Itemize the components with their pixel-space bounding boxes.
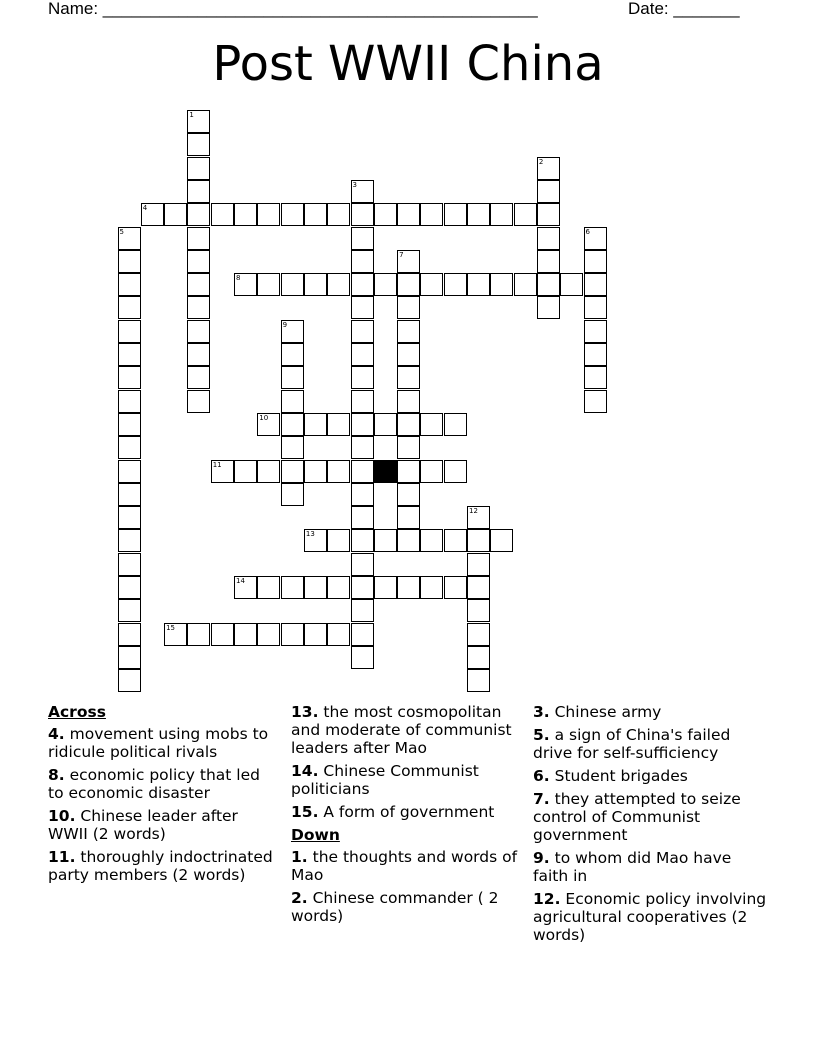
crossword-cell[interactable]	[118, 553, 141, 576]
crossword-cell[interactable]	[374, 273, 397, 296]
clue-text: the most cosmopolitan and moderate of communist leaders after Mao	[291, 703, 512, 757]
clue-text: Student brigades	[549, 767, 688, 785]
crossword-cell[interactable]	[351, 529, 374, 552]
clue-item	[291, 762, 523, 798]
crossword-cell[interactable]	[187, 623, 210, 646]
crossword-cell[interactable]	[281, 413, 304, 436]
crossword-cell[interactable]	[211, 203, 234, 226]
crossword-cell[interactable]	[420, 413, 443, 436]
crossword-cell[interactable]	[118, 460, 141, 483]
clue-item	[291, 848, 523, 884]
crossword-cell[interactable]	[164, 203, 187, 226]
cell-number: 1	[189, 111, 194, 119]
crossword-cell[interactable]	[234, 460, 257, 483]
crossword-cell[interactable]	[584, 273, 607, 296]
clue-column-2	[291, 703, 523, 930]
crossword-cell[interactable]	[257, 413, 280, 436]
crossword-cell[interactable]	[397, 320, 420, 343]
crossword-cell[interactable]	[187, 320, 210, 343]
crossword-cell[interactable]	[118, 623, 141, 646]
crossword-cell[interactable]	[351, 576, 374, 599]
cell-number: 13	[305, 530, 315, 539]
clue-item	[291, 889, 523, 925]
clue-item	[48, 725, 276, 761]
clue-text: Chinese leader after WWII (2 words)	[48, 807, 238, 843]
crossword-cell[interactable]	[234, 623, 257, 646]
crossword-cell[interactable]	[467, 576, 490, 599]
crossword-cell[interactable]	[397, 483, 420, 506]
clue-text: thoroughly indoctrinated party members (2 words)	[48, 848, 273, 884]
crossword-cell[interactable]	[187, 343, 210, 366]
cell-number: 9	[282, 320, 288, 329]
clue-text: economic policy that led to economic disaster	[48, 766, 260, 802]
crossword-cell[interactable]	[397, 390, 420, 413]
crossword-cell[interactable]	[467, 203, 490, 226]
crossword-cell[interactable]	[444, 413, 467, 436]
clue-number: 2.	[291, 889, 308, 907]
crossword-cell[interactable]	[327, 623, 350, 646]
crossword-cell[interactable]	[211, 623, 234, 646]
clue-text: Chinese Communist politicians	[291, 762, 479, 798]
clue-text: the thoughts and words of Mao	[291, 848, 518, 884]
crossword-cell[interactable]	[467, 273, 490, 296]
crossword-cell[interactable]	[351, 227, 374, 250]
crossword-cell[interactable]	[537, 227, 560, 250]
crossword-cell[interactable]	[118, 320, 141, 343]
crossword-cell[interactable]	[281, 576, 304, 599]
crossword-cell[interactable]	[490, 203, 513, 226]
crossword-cell[interactable]	[281, 320, 304, 343]
cell-number: 5	[119, 227, 124, 236]
crossword-cell[interactable]	[397, 273, 420, 296]
crossword-cell[interactable]	[187, 227, 210, 250]
cell-number: 7	[399, 250, 404, 259]
crossword-cell[interactable]	[304, 203, 327, 226]
crossword-cell[interactable]	[444, 203, 467, 226]
crossword-cell[interactable]	[397, 460, 420, 483]
crossword-cell[interactable]	[397, 529, 420, 552]
crossword-cell[interactable]	[537, 157, 560, 180]
crossword-cell[interactable]	[327, 413, 350, 436]
crossword-cell[interactable]	[327, 273, 350, 296]
crossword-cell[interactable]	[118, 366, 141, 389]
crossword-cell[interactable]	[374, 576, 397, 599]
crossword-cell[interactable]	[351, 460, 374, 483]
crossword-cell[interactable]	[141, 203, 164, 226]
crossword-cell[interactable]	[351, 343, 374, 366]
clue-item	[533, 726, 769, 762]
crossword-cell[interactable]	[397, 576, 420, 599]
crossword-cell[interactable]	[257, 576, 280, 599]
crossword-cell[interactable]	[537, 250, 560, 273]
crossword-cell[interactable]	[281, 366, 304, 389]
crossword-cell[interactable]	[537, 180, 560, 203]
clue-item	[533, 790, 769, 844]
crossword-cell[interactable]	[304, 576, 327, 599]
crossword-cell[interactable]	[281, 436, 304, 459]
clue-text: to whom did Mao have faith in	[533, 849, 732, 885]
crossword-cell[interactable]	[234, 273, 257, 296]
crossword-cell[interactable]	[281, 483, 304, 506]
crossword-cell[interactable]	[351, 320, 374, 343]
crossword-cell[interactable]	[327, 460, 350, 483]
crossword-cell[interactable]	[281, 273, 304, 296]
crossword-cell[interactable]	[164, 623, 187, 646]
crossword-cell[interactable]	[187, 110, 210, 133]
clue-item	[48, 848, 276, 884]
crossword-cell[interactable]	[584, 390, 607, 413]
crossword-cell[interactable]	[118, 273, 141, 296]
crossword-cell[interactable]	[118, 646, 141, 669]
crossword-cell[interactable]	[514, 273, 537, 296]
clue-item	[291, 803, 523, 821]
crossword-cell[interactable]	[304, 273, 327, 296]
name-field[interactable]: Name: ______________________________________________	[48, 0, 538, 18]
crossword-cell[interactable]	[584, 343, 607, 366]
crossword-cell[interactable]	[397, 250, 420, 273]
crossword-cell[interactable]	[467, 506, 490, 529]
crossword-cell[interactable]	[187, 390, 210, 413]
cell-number: 12	[469, 507, 478, 516]
crossword-cell[interactable]	[257, 273, 280, 296]
crossword-cell[interactable]	[420, 576, 443, 599]
crossword-cell[interactable]	[118, 296, 141, 319]
crossword-cell[interactable]	[187, 133, 210, 156]
crossword-cell[interactable]	[490, 273, 513, 296]
page-title: Post WWII China	[212, 36, 604, 92]
clue-number: 13.	[291, 703, 319, 721]
crossword-cell[interactable]	[234, 576, 257, 599]
crossword-cell[interactable]	[187, 180, 210, 203]
crossword-cell[interactable]	[281, 203, 304, 226]
crossword-cell[interactable]	[351, 646, 374, 669]
shaded-cell	[374, 460, 397, 483]
crossword-cell[interactable]	[281, 623, 304, 646]
crossword-cell[interactable]	[187, 296, 210, 319]
clue-number: 12.	[533, 890, 561, 908]
clue-text: they attempted to seize control of Communist government	[533, 790, 741, 844]
cell-number: 10	[259, 413, 269, 422]
crossword-cell[interactable]	[467, 646, 490, 669]
crossword-cell[interactable]	[397, 506, 420, 529]
clue-number: 8.	[48, 766, 65, 784]
cell-number: 14	[236, 577, 245, 585]
crossword-cell[interactable]	[444, 460, 467, 483]
clue-heading: Across	[48, 703, 106, 721]
crossword-cell[interactable]	[584, 227, 607, 250]
crossword-cell[interactable]	[467, 623, 490, 646]
crossword-cell[interactable]	[351, 203, 374, 226]
clue-text: Economic policy involving agricultural cooperatives (2 words)	[533, 890, 767, 944]
crossword-cell[interactable]	[584, 366, 607, 389]
crossword-cell[interactable]	[560, 273, 583, 296]
crossword-cell[interactable]	[187, 157, 210, 180]
clue-text: Chinese commander ( 2 words)	[291, 889, 499, 925]
crossword-cell[interactable]	[118, 669, 141, 692]
crossword-cell[interactable]	[397, 296, 420, 319]
crossword-cell[interactable]	[187, 366, 210, 389]
crossword-cell[interactable]	[327, 576, 350, 599]
crossword-cell[interactable]	[444, 529, 467, 552]
date-field[interactable]: Date: _______	[628, 0, 740, 18]
crossword-cell[interactable]	[304, 460, 327, 483]
crossword-cell[interactable]	[351, 436, 374, 459]
clue-text: movement using mobs to ridicule political rivals	[48, 725, 269, 761]
crossword-cell[interactable]	[420, 203, 443, 226]
cell-number: 4	[142, 204, 148, 213]
crossword-cell[interactable]	[118, 599, 141, 622]
crossword-cell[interactable]	[351, 390, 374, 413]
crossword-cell[interactable]	[187, 273, 210, 296]
clue-heading: Down	[291, 826, 340, 844]
clue-number: 6.	[533, 767, 550, 785]
crossword-cell[interactable]	[327, 203, 350, 226]
crossword-cell[interactable]	[584, 296, 607, 319]
crossword-cell[interactable]	[257, 623, 280, 646]
clue-text: A form of government	[318, 803, 495, 821]
crossword-cell[interactable]	[374, 413, 397, 436]
crossword-cell[interactable]	[211, 460, 234, 483]
cell-number: 2	[538, 157, 544, 166]
cell-number: 11	[212, 460, 222, 469]
crossword-cell[interactable]	[351, 483, 374, 506]
crossword-cell[interactable]	[281, 460, 304, 483]
crossword-cell[interactable]	[118, 343, 141, 366]
crossword-cell[interactable]	[234, 203, 257, 226]
clue-number: 3.	[533, 703, 550, 721]
crossword-cell[interactable]	[374, 203, 397, 226]
crossword-cell[interactable]	[351, 273, 374, 296]
cell-number: 6	[585, 227, 590, 236]
crossword-cell[interactable]	[118, 413, 141, 436]
crossword-cell[interactable]	[118, 227, 141, 250]
clue-number: 11.	[48, 848, 76, 866]
crossword-cell[interactable]	[281, 390, 304, 413]
clue-number: 10.	[48, 807, 76, 825]
clue-text: Chinese army	[549, 703, 662, 721]
clue-item	[533, 767, 769, 785]
crossword-cell[interactable]	[118, 576, 141, 599]
crossword-cell[interactable]	[351, 413, 374, 436]
clue-number: 14.	[291, 762, 319, 780]
crossword-cell[interactable]	[584, 320, 607, 343]
crossword-cell[interactable]	[351, 366, 374, 389]
cell-number: 3	[352, 180, 357, 189]
crossword-cell[interactable]	[490, 529, 513, 552]
clue-item	[291, 703, 523, 757]
crossword-cell[interactable]	[397, 203, 420, 226]
crossword-cell[interactable]	[281, 343, 304, 366]
clue-column-3	[533, 703, 769, 949]
crossword-cell[interactable]	[467, 529, 490, 552]
crossword-cell[interactable]	[397, 366, 420, 389]
crossword-cell[interactable]	[118, 529, 141, 552]
crossword-cell[interactable]	[351, 506, 374, 529]
crossword-cell[interactable]	[118, 483, 141, 506]
crossword-cell[interactable]	[444, 576, 467, 599]
clue-number: 9.	[533, 849, 550, 867]
crossword-cell[interactable]	[467, 553, 490, 576]
crossword-cell[interactable]	[537, 296, 560, 319]
clue-text: a sign of China's failed drive for self-sufficiency	[533, 726, 731, 762]
crossword-cell[interactable]	[467, 599, 490, 622]
clue-item	[48, 807, 276, 843]
crossword-cell[interactable]	[118, 250, 141, 273]
crossword-cell[interactable]	[304, 529, 327, 552]
crossword-cell[interactable]	[537, 203, 560, 226]
crossword-cell[interactable]	[351, 180, 374, 203]
clue-number: 7.	[533, 790, 550, 808]
clue-number: 4.	[48, 725, 65, 743]
crossword-cell[interactable]	[374, 529, 397, 552]
crossword-cell[interactable]	[118, 506, 141, 529]
crossword-cell[interactable]	[351, 599, 374, 622]
crossword-cell[interactable]	[537, 273, 560, 296]
crossword-cell[interactable]	[444, 273, 467, 296]
crossword-cell[interactable]	[327, 529, 350, 552]
clue-item	[533, 849, 769, 885]
crossword-cell[interactable]	[420, 273, 443, 296]
crossword-cell[interactable]	[118, 390, 141, 413]
clue-number: 15.	[291, 803, 319, 821]
clue-item	[533, 890, 769, 944]
crossword-cell[interactable]	[420, 460, 443, 483]
cell-number: 15	[166, 623, 176, 632]
crossword-cell[interactable]	[514, 203, 537, 226]
crossword-cell[interactable]	[304, 413, 327, 436]
crossword-cell[interactable]	[397, 413, 420, 436]
crossword-cell[interactable]	[351, 296, 374, 319]
crossword-cell[interactable]	[187, 203, 210, 226]
crossword-cell[interactable]	[257, 203, 280, 226]
clue-column-1	[48, 703, 276, 889]
clue-item	[533, 703, 769, 721]
crossword-cell[interactable]	[467, 669, 490, 692]
crossword-cell[interactable]	[351, 623, 374, 646]
clue-number: 1.	[291, 848, 308, 866]
crossword-cell[interactable]	[187, 250, 210, 273]
clue-number: 5.	[533, 726, 550, 744]
crossword-cell[interactable]	[351, 553, 374, 576]
crossword-cell[interactable]	[420, 529, 443, 552]
crossword-cell[interactable]	[351, 250, 374, 273]
clue-item	[48, 766, 276, 802]
crossword-cell[interactable]	[584, 250, 607, 273]
crossword-cell[interactable]	[397, 436, 420, 459]
crossword-cell[interactable]	[118, 436, 141, 459]
crossword-cell[interactable]	[257, 460, 280, 483]
crossword-cell[interactable]	[304, 623, 327, 646]
cell-number: 8	[236, 274, 241, 283]
crossword-cell[interactable]	[397, 343, 420, 366]
